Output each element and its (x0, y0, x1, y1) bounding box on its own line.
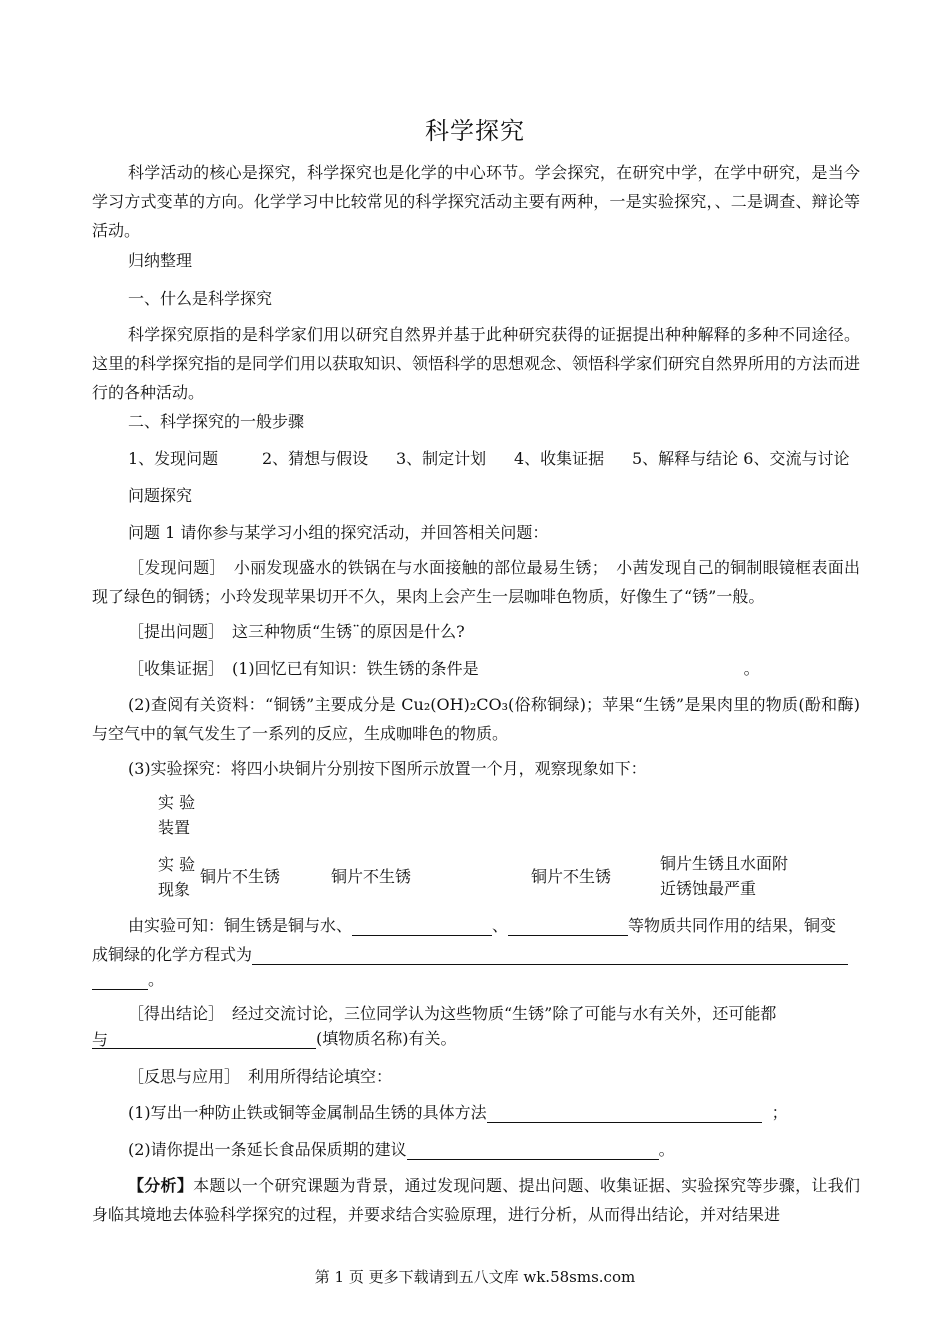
question1-intro: 问题 1 请你参与某学习小组的探究活动，并回答相关问题： (128, 523, 549, 542)
steps-list (128, 449, 849, 469)
conclusion-text-c: 成铜绿的化学方程式为 (92, 945, 253, 964)
apply1-end: ； (771, 1103, 788, 1122)
conclusion-text-a: 由实验可知：铜生锈是铜与水、 (128, 916, 353, 935)
section1-title: 一、什么是科学探究 (128, 289, 273, 308)
discover-problem-paragraph: ［发现问题］ 小丽发现盛水的铁锅在与水面接触的部位最易生锈； 小茜发现自己的铜制眼镜框表面出现了绿色的铜锈；小玲发现苹果切开不久，果肉上会产生一层咖啡色物质，好像生了“锈”一般。 (92, 558, 860, 606)
apply2-blank[interactable] (407, 1141, 659, 1160)
substance-blank[interactable] (92, 1030, 316, 1049)
section1-body: 科学探究原指的是科学家们用以研究自然界并基于此种研究获得的证据提出种种解释的多种不同途径。这里的科学探究指的是同学们用以获取知识、领悟科学的思想观念、领悟科学家们研究自然界所用的方法而进行的各种活动。 (92, 325, 861, 402)
draw-end: (填物质名称)有关。 (316, 1029, 457, 1048)
apply-question-2 (128, 1140, 675, 1160)
heading-summary: 归纳整理 (128, 251, 193, 270)
step-item: 1、发现问题 (128, 449, 219, 468)
collect-blank[interactable] (479, 661, 744, 679)
step-item: 3、制定计划 (396, 449, 487, 468)
page-title: 科学探究 (425, 117, 525, 145)
conclusion-end: 。 (148, 970, 165, 989)
step-item: 4、收集证据 (514, 449, 605, 468)
phenomenon-label-line1: 实 验 (158, 855, 196, 874)
result-cell-line2: 近锈蚀最严重 (660, 879, 757, 898)
step-item: 2、猜想与假设 (262, 449, 369, 468)
section2-title: 二、科学探究的一般步骤 (128, 412, 305, 431)
result-cell: 铜片不生锈 (531, 867, 612, 886)
setup-label-line2: 装置 (158, 818, 191, 837)
page-footer: 第 1 页 更多下载请到五八文库 wk.58sms.com (314, 1268, 636, 1286)
conclusion-line2 (92, 945, 848, 965)
apply2-end: 。 (658, 1140, 675, 1159)
equation-blank[interactable] (252, 946, 848, 965)
result-cell: 铜片不生锈 (200, 867, 281, 886)
intro-paragraph: 科学活动的核心是探究，科学探究也是化学的中心环节。学会探究，在研究中学，在学中研究，是当今学习方式变革的方向。化学学习中比较常见的科学探究活动主要有两种，一是实验探究，、二是调查、辩论等活动。 (92, 163, 860, 240)
collect-label: ［收集证据］ (1)回忆已有知识：铁生锈的条件是 (128, 659, 479, 678)
draw-conclusion-line2 (92, 1029, 457, 1049)
conclusion-text-b: 等物质共同作用的结果，铜变 (628, 916, 837, 935)
analysis-label: 【分析】 (128, 1176, 194, 1195)
reflect-apply: ［反思与应用］ 利用所得结论填空： (128, 1067, 393, 1086)
equation-blank-cont[interactable] (92, 971, 148, 990)
conclusion-blank-2[interactable] (508, 917, 628, 936)
lookup-paragraph: (2)查阅有关资料：“铜锈”主要成分是 Cu₂(OH)₂CO₃(俗称铜绿)；苹果“生锈”是果肉里的物质(酚和酶)与空气中的氧气发生了一系列的反应，生成咖啡色的物质。 (92, 695, 860, 743)
analysis-paragraph (92, 1171, 860, 1229)
phenomenon-label-line2: 现象 (158, 880, 191, 899)
analysis-text: 本题以一个研究课题为背景，通过发现问题、提出问题、收集证据、实验探究等步骤，让我们身临其境地去体验科学探究的过程，并要求结合实验原理，进行分析，从而得出结论，并对结果进 (92, 1176, 860, 1224)
heading-problem: 问题探究 (128, 486, 193, 505)
conclusion-sep: 、 (492, 916, 509, 935)
apply-question-1 (128, 1103, 788, 1123)
collect-end: 。 (743, 659, 760, 678)
conclusion-blank-1[interactable] (352, 917, 492, 936)
conclusion-line3 (92, 970, 164, 990)
collect-evidence (128, 659, 760, 679)
apply1-text: (1)写出一种防止铁或铜等金属制品生锈的具体方法 (128, 1103, 487, 1122)
draw-with-text: 与 (92, 1030, 109, 1049)
result-cell-line1: 铜片生锈且水面附 (660, 854, 789, 873)
raise-problem: ［提出问题］ 这三种物质“生锈¨的原因是什么? (128, 622, 465, 641)
result-cell: 铜片不生锈 (331, 867, 412, 886)
experiment-intro: (3)实验探究：将四小块铜片分别按下图所示放置一个月，观察现象如下： (128, 759, 647, 778)
conclusion-line1 (128, 916, 836, 936)
step-item: 5、解释与结论 6、交流与讨论 (632, 449, 850, 468)
apply2-text: (2)请你提出一条延长食品保质期的建议 (128, 1140, 407, 1159)
draw-conclusion: ［得出结论］ 经过交流讨论，三位同学认为这些物质“生锈”除了可能与水有关外，还可能都 (128, 1004, 777, 1023)
setup-label-line1: 实 验 (158, 793, 196, 812)
apply1-blank[interactable] (487, 1104, 762, 1123)
